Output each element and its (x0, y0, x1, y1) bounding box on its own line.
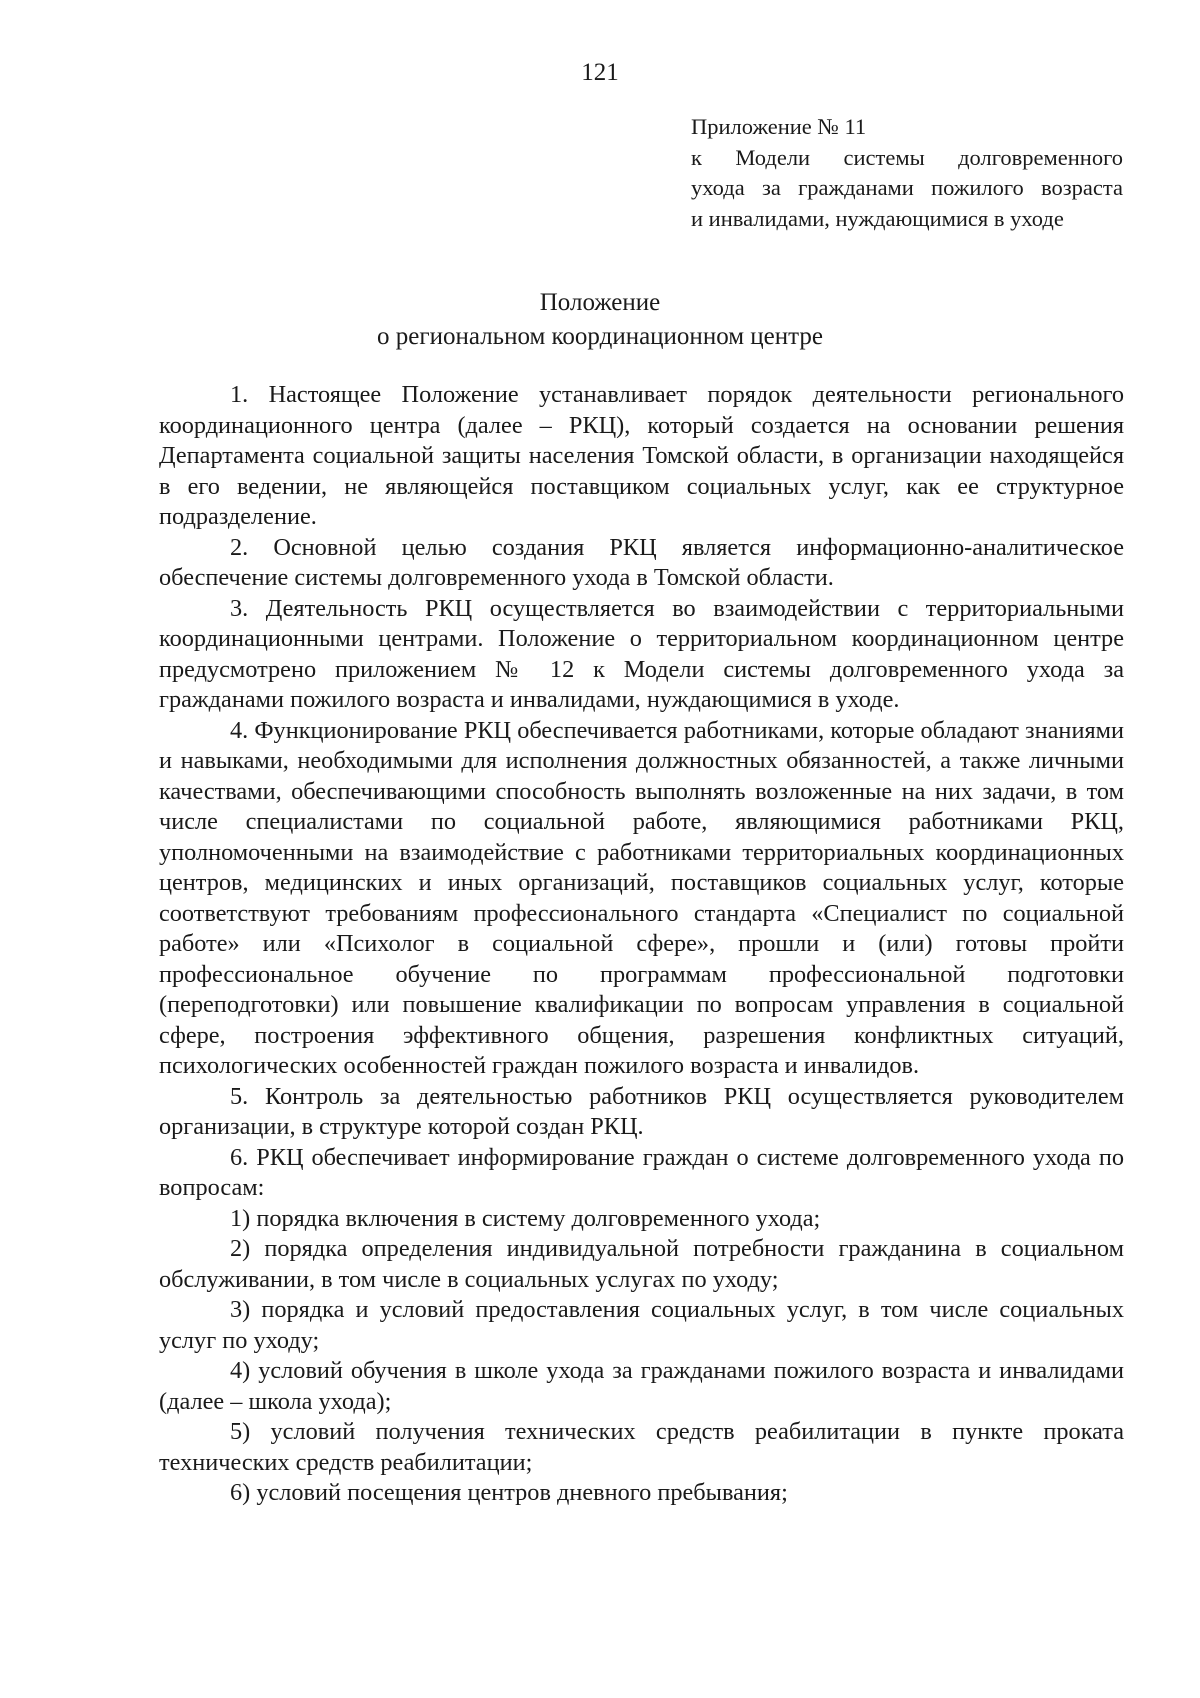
list-item-5: 5) условий получения технических средств реабилитации в пункте проката технических средств реабилитации; (159, 1418, 1124, 1476)
paragraph-5: 5. Контроль за деятельностью работников РКЦ осуществляется руководителем организации, в структуре которой создан РКЦ. (159, 1082, 1124, 1140)
document-title: Положение (539, 289, 661, 316)
list-item-2: 2) порядка определения индивидуальной потребности гражданина в социальном обслуживании, в том числе в социальных услугах по уходу; (159, 1235, 1124, 1293)
paragraph-1: 1. Настоящее Положение устанавливает порядок деятельности регионального координационного центра (далее – РКЦ), который создается на основании решения Департамента социальной защиты населения Томской области, в организации находящейся в его ведении, не являющейся поставщиком социальных услуг, как ее структурное подразделение. (159, 381, 1124, 530)
list-item-3: 3) порядка и условий предоставления социальных услуг, в том числе социальных услуг по уходу; (159, 1296, 1124, 1354)
page-number: 121 (581, 59, 619, 86)
paragraph-3: 3. Деятельность РКЦ осуществляется во взаимодействии с территориальными координационными центрами. Положение о территориальном координационном центре предусмотрено приложением № 12 к Модели системы долговременного ухода за гражданами пожилого возраста и инвалидами, нуждающимися в уходе. (159, 594, 1124, 713)
paragraph-2: 2. Основной целью создания РКЦ является информационно-аналитическое обеспечение системы долговременного ухода в Томской области. (159, 533, 1124, 591)
appendix-header (691, 112, 1123, 234)
list-item-4: 4) условий обучения в школе ухода за гражданами пожилого возраста и инвалидами (далее – школа ухода); (159, 1357, 1124, 1415)
appendix-line-1: Приложение № 11 (691, 114, 867, 139)
appendix-line-2: к Модели системы долговременного (691, 144, 1123, 170)
document-subtitle: о региональном координационном центре (377, 323, 823, 350)
document-body (159, 380, 1124, 1509)
paragraph-4: 4. Функционирование РКЦ обеспечивается работниками, которые обладают знаниями и навыками, необходимыми для исполнения должностных обязанностей, а также личными качествами, обеспечивающими способность выполнять возложенные на них задачи, в том числе специалистами по социальной работе, являющимися работниками РКЦ, уполномоченными на взаимодействие с работниками территориальных координационных центров, медицинских и иных организаций, поставщиков социальных услуг, которые соответствуют требованиям профессионального стандарта «Специалист по социальной работе» или «Психолог в социальной сфере», прошли и (или) готовы пройти профессиональное обучение по программам профессиональной подготовки (переподготовки) или повышение квалификации по вопросам управления в социальной сфере, построения эффективного общения, разрешения конфликтных ситуаций, психологических особенностей граждан пожилого возраста и инвалидов. (159, 716, 1124, 1079)
paragraph-6: 6. РКЦ обеспечивает информирование граждан о системе долговременного ухода по вопросам: (159, 1143, 1124, 1201)
appendix-line-3: ухода за гражданами пожилого возраста (691, 175, 1123, 200)
list-item-6: 6) условий посещения центров дневного пребывания; (230, 1479, 788, 1506)
appendix-line-4: и инвалидами, нуждающимися в уходе (691, 205, 1064, 231)
list-item-1: 1) порядка включения в систему долговременного ухода; (230, 1204, 821, 1232)
